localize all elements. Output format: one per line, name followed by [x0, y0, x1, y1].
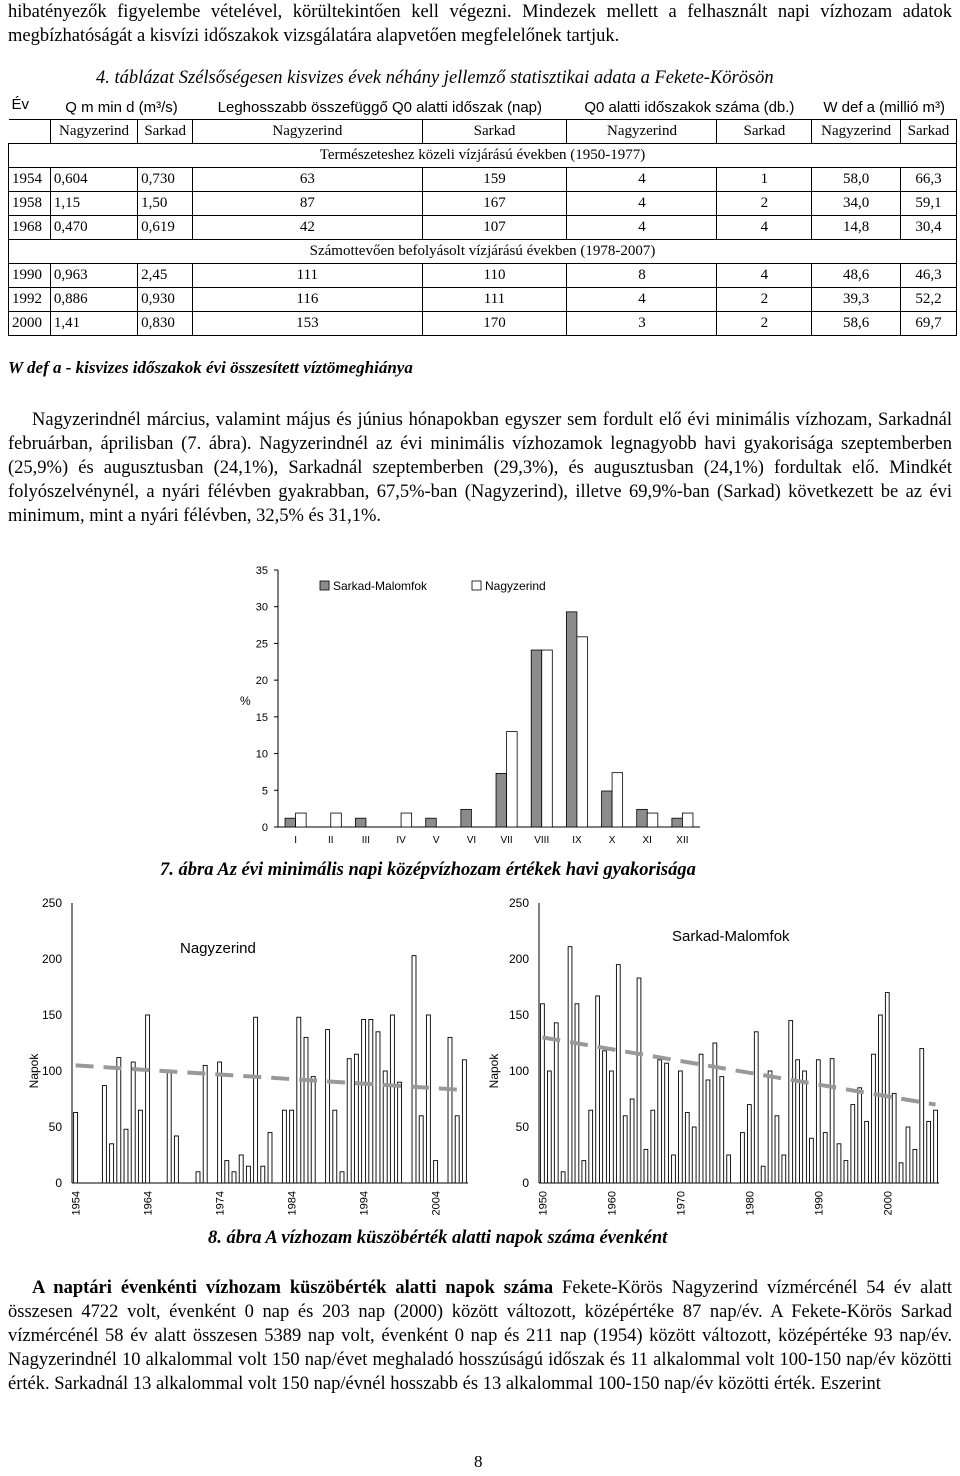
year-bar — [623, 1116, 627, 1183]
year-bar — [596, 996, 600, 1183]
year-bar — [823, 1133, 827, 1183]
x-tick-label: 1954 — [70, 1191, 83, 1216]
value-cell: 2 — [717, 288, 812, 312]
value-cell: 159 — [422, 168, 567, 192]
fig7-caption: 7. ábra Az évi minimális napi középvízhozam értékek havi gyakorisága — [160, 860, 696, 880]
x-tick-label: X — [608, 835, 616, 846]
y-tick-label: 200 — [41, 952, 62, 966]
value-cell: 52,2 — [900, 288, 956, 312]
station-header: Nagyzerind — [812, 120, 901, 144]
year-bar — [851, 1105, 855, 1183]
year-bar — [658, 1060, 662, 1183]
x-tick-label: IX — [572, 835, 582, 846]
year-bar — [268, 1133, 272, 1183]
year-bar — [934, 1110, 938, 1183]
year-bar — [568, 947, 572, 1183]
table-header-row — [9, 96, 957, 120]
final-rest: Fekete-Körös Nagyzerind vízmércénél 54 év alatt összesen 4722 volt, évenként 0 nap és 203 nap (2000) között változott, középértéke 87 nap/év. A Fekete-Körös Sarkad vízmércénél 58 év alatt összesen 5389 nap volt, évenként 0 nap és 211 nap (1954) között változott, középértéke 93 nap/év. Nagyzerindnél 10 alkalommal volt 150 nap/évet meghaladó hosszúságú időszak és 11 alkalommal volt 100-150 nap/év közötti érték. Sarkadnál 13 alkalommal volt 150 nap/évnél hosszabb és 13 alkalommal 100-150 nap/év közötti érték. Eszerint — [8, 1278, 953, 1394]
year-bar — [218, 1062, 222, 1183]
value-cell: 0,930 — [138, 288, 193, 312]
station-header: Sarkad — [900, 120, 956, 144]
bar-sarkad-malomfok — [672, 818, 683, 827]
value-cell: 153 — [193, 312, 422, 336]
value-cell: 1,15 — [50, 192, 137, 216]
table-row — [9, 168, 957, 192]
x-tick-label: 1970 — [675, 1191, 688, 1216]
year-bar — [146, 1015, 150, 1183]
bar-nagyzerind — [682, 813, 693, 827]
bar-nagyzerind — [542, 650, 553, 827]
year-bar — [878, 1015, 882, 1183]
y-tick-label: 15 — [255, 711, 268, 724]
year-bar — [398, 1082, 402, 1183]
year-bar — [927, 1121, 931, 1183]
year-bar — [167, 1071, 171, 1183]
year-bar — [246, 1166, 250, 1183]
value-cell: 4 — [567, 192, 717, 216]
year-bar — [554, 1023, 558, 1183]
bar-sarkad-malomfok — [461, 809, 472, 827]
year-bar — [865, 1121, 869, 1183]
year-bar — [448, 1037, 452, 1183]
year-bar — [672, 1155, 676, 1183]
x-tick-label: 1994 — [358, 1191, 371, 1216]
bar-nagyzerind — [612, 773, 623, 827]
value-cell: 0,619 — [138, 216, 193, 240]
year-bar — [685, 1112, 689, 1183]
value-cell: 1,50 — [138, 192, 193, 216]
x-tick-label: 2004 — [430, 1191, 443, 1216]
year-bar — [665, 1063, 669, 1183]
bar-sarkad-malomfok — [602, 791, 613, 827]
station-header: Sarkad — [717, 120, 812, 144]
x-tick-label: V — [432, 835, 440, 846]
intro-paragraph: hibatényezők figyelembe vételével, körültekintően kell végezni. Mindezek mellett a felhasznált napi vízhozam adatok megbízhatóságát a kisvízi időszakok vizsgálatára alapvetően megfelelőnek tartjuk. — [8, 2, 952, 46]
value-cell: 59,1 — [900, 192, 956, 216]
year-bar — [610, 1071, 614, 1183]
y-tick-label: 30 — [255, 601, 268, 614]
x-tick-label: 1990 — [813, 1191, 826, 1216]
sarkad-days-chart — [484, 888, 954, 1228]
year-bar — [768, 1071, 772, 1183]
year-bar — [290, 1110, 294, 1183]
year-bar — [340, 1172, 344, 1183]
value-cell: 48,6 — [812, 264, 901, 288]
year-bar — [720, 1077, 724, 1183]
table-row — [9, 216, 957, 240]
bar-nagyzerind — [577, 637, 588, 827]
year-bar — [362, 1019, 366, 1183]
table-body-influenced — [9, 264, 957, 336]
table-body-natural — [9, 168, 957, 240]
value-cell: 66,3 — [900, 168, 956, 192]
y-axis-label: Napok — [27, 1053, 41, 1089]
year-bar — [699, 1054, 703, 1183]
year-bar — [541, 1004, 545, 1183]
x-tick-label: 2000 — [882, 1191, 895, 1216]
year-bar — [196, 1172, 200, 1183]
year-bar — [311, 1077, 315, 1183]
year-bar — [706, 1080, 710, 1183]
value-cell: 34,0 — [812, 192, 901, 216]
year-bar — [434, 1161, 438, 1183]
year-bar — [455, 1116, 459, 1183]
year-bar — [789, 1021, 793, 1183]
year-bar — [282, 1110, 286, 1183]
y-tick-label: 5 — [261, 785, 268, 798]
x-tick-label: II — [327, 835, 334, 846]
value-cell: 4 — [567, 168, 717, 192]
x-tick-label: XII — [676, 835, 689, 846]
section-row-influenced — [9, 240, 957, 264]
year-bar — [462, 1060, 466, 1183]
y-tick-label: 150 — [41, 1008, 62, 1022]
year-bar — [754, 1032, 758, 1183]
year-bar — [347, 1059, 351, 1183]
x-tick-label: VII — [500, 835, 513, 846]
header-qmin: Q m min d (m³/s) — [65, 99, 178, 116]
value-cell: 170 — [422, 312, 567, 336]
year-bar — [102, 1086, 106, 1183]
year-bar — [561, 1172, 565, 1183]
year-bar — [138, 1110, 142, 1183]
bar-nagyzerind — [507, 732, 518, 827]
table-caption: 4. táblázat Szélsőségesen kisvizes évek néhány jellemző statisztikai adata a Fekete-Körösön — [96, 68, 774, 88]
table-row — [9, 264, 957, 288]
y-axis-label: Napok — [487, 1053, 501, 1089]
table-row — [9, 312, 957, 336]
y-tick-label: 50 — [515, 1120, 529, 1134]
year-bar — [333, 1110, 337, 1183]
year-bar — [297, 1017, 301, 1183]
value-cell: 0,963 — [50, 264, 137, 288]
chart-title: Sarkad-Malomfok — [672, 928, 790, 945]
value-cell: 58,6 — [812, 312, 901, 336]
value-cell: 2 — [717, 192, 812, 216]
value-cell: 46,3 — [900, 264, 956, 288]
station-row — [9, 120, 957, 144]
year-cell: 1992 — [9, 288, 51, 312]
year-bar — [376, 1032, 380, 1183]
value-cell: 4 — [567, 216, 717, 240]
year-bar — [603, 1051, 607, 1183]
year-bar — [906, 1127, 910, 1183]
bar-sarkad-malomfok — [426, 818, 437, 827]
year-cell: 1954 — [9, 168, 51, 192]
year-bar — [110, 1144, 114, 1183]
year-bar — [117, 1058, 121, 1183]
year-bar — [239, 1155, 243, 1183]
section-row-natural — [9, 144, 957, 168]
x-tick-label: 1960 — [606, 1191, 619, 1216]
trend-line — [542, 1037, 935, 1104]
value-cell: 8 — [567, 264, 717, 288]
value-cell: 4 — [717, 216, 812, 240]
x-tick-label: III — [361, 835, 371, 846]
station-header: Nagyzerind — [50, 120, 137, 144]
x-tick-label: IV — [396, 835, 406, 846]
value-cell: 110 — [422, 264, 567, 288]
body-paragraph-2: Nagyzerindnél március, valamint május és június hónapokban egyszer sem fordult elő évi minimális vízhozam, Sarkadnál februárban, áprilisban (7. ábra). Nagyzerindnél az évi minimális vízhozamok legnagyobb havi gyakorisága szeptemberben (25,9%) és augusztusban (24,1%), Sarkadnál szeptemberben (29,3%), és augusztusban (24,1%) fordultak elő. Mindkét folyószelvénynél, a nyári félévben gyakrabban, 67,5%-ban (Nagyzerind), illetve 69,9%-ban (Sarkad) következett be az évi minimum, mint a nyári félévben, 32,5% és 31,1%. — [8, 410, 952, 526]
value-cell: 2,45 — [138, 264, 193, 288]
year-bar — [383, 1071, 387, 1183]
legend-swatch — [320, 581, 329, 590]
year-bar — [225, 1161, 229, 1183]
monthly-frequency-chart — [230, 562, 710, 847]
bar-nagyzerind — [401, 813, 412, 827]
year-cell: 1968 — [9, 216, 51, 240]
value-cell: 63 — [193, 168, 422, 192]
y-tick-label: 100 — [508, 1064, 529, 1078]
year-bar — [892, 1093, 896, 1183]
year-bar — [412, 956, 416, 1183]
year-bar — [304, 1037, 308, 1183]
value-cell: 0,730 — [138, 168, 193, 192]
table-note: W def a - kisvizes időszakok évi összesített víztömeghiánya — [8, 358, 413, 377]
year-bar — [803, 1071, 807, 1183]
year-bar — [390, 1015, 394, 1183]
year-bar — [630, 1099, 634, 1183]
year-bar — [203, 1065, 207, 1183]
station-header: Nagyzerind — [193, 120, 422, 144]
value-cell: 111 — [193, 264, 422, 288]
x-tick-label: 1974 — [214, 1191, 227, 1216]
year-bar — [830, 1059, 834, 1183]
bar-sarkad-malomfok — [496, 773, 507, 827]
header-wdef: W def a (millió m³) — [823, 99, 945, 116]
year-bar — [589, 1110, 593, 1183]
y-tick-label: 0 — [522, 1176, 529, 1190]
year-bar — [858, 1088, 862, 1183]
year-bar — [369, 1019, 373, 1183]
value-cell: 30,4 — [900, 216, 956, 240]
value-cell: 69,7 — [900, 312, 956, 336]
x-tick-label: I — [294, 835, 297, 846]
header-period-count: Q0 alatti időszakok száma (db.) — [584, 99, 795, 116]
section-influenced-label: Számottevően befolyásolt vízjárású években (1978-2007) — [9, 240, 957, 264]
year-bar — [254, 1017, 258, 1183]
year-bar — [426, 1015, 430, 1183]
y-tick-label: 20 — [255, 675, 268, 688]
nagyzerind-days-chart — [6, 888, 474, 1228]
y-tick-label: 100 — [41, 1064, 62, 1078]
value-cell: 0,886 — [50, 288, 137, 312]
y-tick-label: 0 — [261, 822, 268, 834]
year-bar — [74, 1112, 78, 1183]
statistics-table — [8, 96, 957, 336]
year-bar — [174, 1136, 178, 1183]
year-cell: 1990 — [9, 264, 51, 288]
value-cell: 87 — [193, 192, 422, 216]
year-bar — [920, 1049, 924, 1183]
station-header: Sarkad — [138, 120, 193, 144]
value-cell: 2 — [717, 312, 812, 336]
value-cell: 167 — [422, 192, 567, 216]
y-tick-label: 50 — [48, 1120, 62, 1134]
value-cell: 111 — [422, 288, 567, 312]
x-tick-label: VI — [466, 835, 477, 846]
value-cell: 0,470 — [50, 216, 137, 240]
fig8-caption: 8. ábra A vízhozam küszöbérték alatti napok száma évenként — [208, 1228, 668, 1248]
value-cell: 58,0 — [812, 168, 901, 192]
year-bar — [261, 1166, 265, 1183]
page-number: 8 — [474, 1452, 483, 1471]
year-bar — [651, 1110, 655, 1183]
value-cell: 42 — [193, 216, 422, 240]
year-bar — [837, 1144, 841, 1183]
value-cell: 107 — [422, 216, 567, 240]
year-bar — [747, 1105, 751, 1183]
year-bar — [913, 1149, 917, 1183]
year-bar — [131, 1062, 135, 1183]
y-tick-label: 35 — [255, 565, 268, 577]
bar-sarkad-malomfok — [285, 818, 296, 827]
year-bar — [354, 1054, 358, 1183]
x-tick-label: 1950 — [537, 1191, 550, 1216]
year-bar — [582, 1161, 586, 1183]
year-bar — [872, 1054, 876, 1183]
year-bar — [810, 1138, 814, 1183]
year-bar — [727, 1155, 731, 1183]
table-row — [9, 288, 957, 312]
year-cell: 2000 — [9, 312, 51, 336]
year-bar — [775, 1116, 779, 1183]
bar-sarkad-malomfok — [637, 809, 648, 827]
year-bar — [761, 1166, 765, 1183]
legend-label: Sarkad-Malomfok — [333, 579, 428, 593]
value-cell: 1 — [717, 168, 812, 192]
y-tick-label: 0 — [55, 1176, 62, 1190]
year-bar — [844, 1161, 848, 1183]
station-header: Nagyzerind — [567, 120, 717, 144]
bar-sarkad-malomfok — [566, 612, 577, 827]
bar-sarkad-malomfok — [355, 818, 366, 827]
value-cell: 39,3 — [812, 288, 901, 312]
y-tick-label: 150 — [508, 1008, 529, 1022]
year-cell: 1958 — [9, 192, 51, 216]
year-bar — [644, 1149, 648, 1183]
y-tick-label: 10 — [255, 748, 268, 761]
value-cell: 1,41 — [50, 312, 137, 336]
value-cell: 4 — [717, 264, 812, 288]
station-header: Sarkad — [422, 120, 567, 144]
year-bar — [796, 1060, 800, 1183]
year-bar — [899, 1163, 903, 1183]
year-bar — [419, 1116, 423, 1183]
header-longest-period: Leghosszabb összefüggő Q0 alatti időszak (nap) — [217, 99, 543, 116]
year-bar — [326, 1030, 330, 1183]
year-bar — [885, 993, 889, 1183]
x-tick-label: 1964 — [142, 1191, 155, 1216]
x-tick-label: 1984 — [286, 1191, 299, 1216]
x-tick-label: 1980 — [744, 1191, 757, 1216]
year-bar — [124, 1129, 128, 1183]
year-bar — [782, 1155, 786, 1183]
year-bar — [637, 978, 641, 1183]
year-bar — [616, 965, 620, 1183]
y-tick-label: 250 — [41, 896, 62, 910]
value-cell: 116 — [193, 288, 422, 312]
legend-label: Nagyzerind — [485, 579, 546, 593]
year-bar — [232, 1172, 236, 1183]
year-bar — [741, 1133, 745, 1183]
y-tick-label: 25 — [255, 638, 268, 651]
value-cell: 3 — [567, 312, 717, 336]
value-cell: 0,830 — [138, 312, 193, 336]
value-cell: 0,604 — [50, 168, 137, 192]
year-bar — [816, 1060, 820, 1183]
table-row — [9, 192, 957, 216]
header-year: Év — [11, 96, 30, 113]
x-tick-label: XI — [642, 835, 652, 846]
section-natural-label: Természeteshez közeli vízjárású években (1950-1977) — [9, 144, 957, 168]
year-bar — [692, 1127, 696, 1183]
bar-nagyzerind — [331, 813, 342, 827]
value-cell: 4 — [567, 288, 717, 312]
y-tick-label: 200 — [508, 952, 529, 966]
year-bar — [547, 1071, 551, 1183]
year-bar — [713, 1043, 717, 1183]
bar-sarkad-malomfok — [531, 650, 542, 827]
year-bar — [678, 1071, 682, 1183]
final-bold-lead: A naptári évenkénti vízhozam küszöbérték alatti napok száma — [32, 1278, 554, 1298]
y-tick-label: 250 — [508, 896, 529, 910]
legend-swatch — [472, 581, 481, 590]
y-axis-label: % — [240, 693, 251, 708]
x-tick-label: VIII — [534, 835, 550, 846]
bar-nagyzerind — [296, 813, 307, 827]
value-cell: 14,8 — [812, 216, 901, 240]
body-paragraph-3 — [8, 1276, 952, 1396]
bar-nagyzerind — [647, 813, 658, 827]
year-bar — [575, 1004, 579, 1183]
chart-title: Nagyzerind — [180, 940, 256, 957]
